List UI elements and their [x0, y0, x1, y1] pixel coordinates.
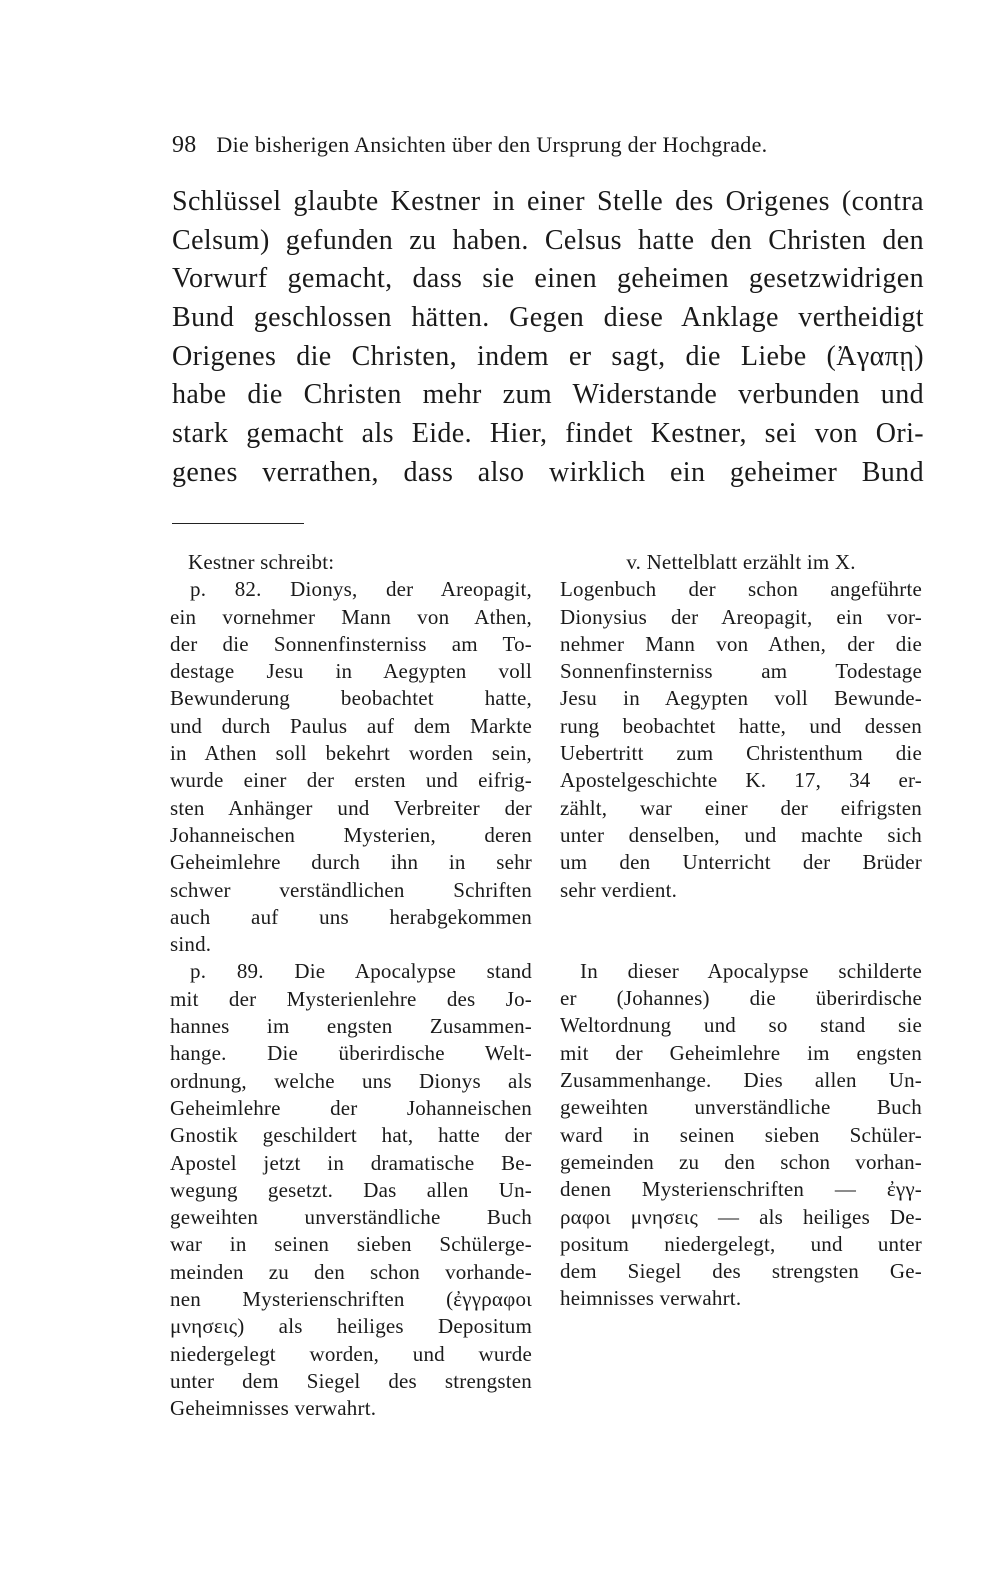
footnote-line: niedergelegt worden, und wurde: [170, 1341, 532, 1366]
footnote-line: dem Siegel des strengsten Ge-: [560, 1259, 922, 1284]
footnote-line: v. Nettelblatt erzählt im X.: [626, 550, 856, 574]
main-text-line: genes verrathen, dass also wirklich ein geheimer Bund: [172, 456, 924, 488]
footnote-line: rung beobachtet hatte, und dessen: [560, 713, 922, 738]
footnote-line: nen Mysterienschriften (ἐγγραφοι: [170, 1287, 532, 1312]
footnote-line: er (Johannes) die überirdische: [560, 986, 922, 1011]
footnote-line: Kestner schreibt:: [188, 550, 335, 574]
footnote-line: meinden zu den schon vorhande-: [170, 1259, 532, 1284]
footnote-line: sten Anhänger und Verbreiter der: [170, 795, 532, 820]
main-text-line: Celsum) gefunden zu haben. Celsus hatte den Christen den: [172, 224, 924, 256]
footnote-line: positum niedergelegt, und unter: [560, 1231, 922, 1256]
footnote-line: auch auf uns herabgekommen: [170, 904, 532, 929]
footnote-line: sind.: [170, 932, 212, 957]
main-text-line: stark gemacht als Eide. Hier, findet Kestner, sei von Ori-: [172, 418, 924, 450]
footnote-line: Gnostik geschildert hat, hatte der: [170, 1123, 532, 1148]
footnote-line: Jesu in Aegypten voll Bewunde-: [560, 686, 922, 711]
footnote-line: hange. Die überirdische Welt-: [170, 1041, 532, 1066]
running-head: [172, 132, 932, 159]
footnote-line: Apostel jetzt in dramatische Be-: [170, 1150, 532, 1175]
footnote-line: ραφοι μνησεις — als heiliges De-: [560, 1204, 922, 1229]
main-text: [172, 183, 924, 493]
footnote-line: nehmer Mann von Athen, der die: [560, 631, 922, 656]
footnote-line: geweihten unverständliche Buch: [170, 1205, 532, 1230]
footnote-line: Uebertritt zum Christenthum die: [560, 741, 922, 766]
main-text-line: habe die Christen mehr zum Widerstande verbunden und: [172, 379, 924, 411]
footnote-line: Johanneischen Mysterien, deren: [170, 822, 532, 847]
footnote-line: wegung gesetzt. Das allen Un-: [170, 1177, 532, 1202]
footnote-column-right: [560, 549, 922, 1313]
footnote-line: in Athen soll bekehrt worden sein,: [170, 741, 532, 766]
main-text-line: Schlüssel glaubte Kestner in einer Stelle des Origenes (contra: [172, 186, 924, 217]
footnote-line: ward in seinen sieben Schüler-: [560, 1122, 922, 1147]
footnote-line: p. 89. Die Apocalypse stand: [190, 959, 532, 984]
footnote-line: mit der Mysterienlehre des Jo-: [170, 986, 532, 1011]
footnote-line: Weltordnung und so stand sie: [560, 1013, 922, 1038]
footnote-line: der die Sonnenfinsterniss am To-: [170, 631, 532, 656]
footnote-line: μνησεις) als heiliges Depositum: [170, 1314, 532, 1339]
footnote-line: unter dem Siegel des strengsten: [170, 1368, 532, 1393]
footnote-line: Sonnenfinsterniss am Todestage: [560, 659, 922, 684]
footnote-line: ein vornehmer Mann von Athen,: [170, 604, 532, 629]
footnote-line: geweihten unverständliche Buch: [560, 1095, 922, 1120]
footnote-column-left: [170, 549, 532, 1423]
footnote-line: Bewunderung beobachtet hatte,: [170, 686, 532, 711]
main-text-line: Vorwurf gemacht, dass sie einen geheimen gesetzwidrigen: [172, 263, 924, 295]
footnote-line: p. 82. Dionys, der Areopagit,: [190, 577, 532, 602]
footnote-line: hannes im engsten Zusammen-: [170, 1014, 532, 1039]
footnote-line: Geheimlehre durch ihn in sehr: [170, 850, 532, 875]
footnote-line: Dionysius der Areopagit, ein vor-: [560, 604, 922, 629]
column-gap: [560, 904, 922, 958]
footnote-line: schwer verständlichen Schriften: [170, 877, 532, 902]
footnote-line: sehr verdient.: [560, 877, 678, 902]
main-text-line: Origenes die Christen, indem er sagt, die Liebe (Ἀγαπῃ): [172, 340, 924, 372]
footnote-line: Zusammenhange. Dies allen Un-: [560, 1068, 922, 1093]
running-head-title: Die bisherigen Ansichten über den Ursprung der Hochgrade.: [216, 132, 768, 157]
footnote-line: um den Unterricht der Brüder: [560, 850, 922, 875]
footnote-line: Geheimlehre der Johanneischen: [170, 1095, 532, 1120]
footnote-line: denen Mysterienschriften — ἐγγ-: [560, 1177, 922, 1202]
footnote-rule: [172, 523, 304, 524]
footnote-line: destage Jesu in Aegypten voll: [170, 659, 532, 684]
footnote-line: zählt, war einer der eifrigsten: [560, 795, 922, 820]
footnote-line: In dieser Apocalypse schilderte: [580, 958, 922, 983]
footnote-line: wurde einer der ersten und eifrig-: [170, 768, 532, 793]
footnote-line: ordnung, welche uns Dionys als: [170, 1068, 532, 1093]
footnote-line: heimnisses verwahrt.: [560, 1286, 742, 1311]
footnote-line: war in seinen sieben Schülerge-: [170, 1232, 532, 1257]
footnote-line: mit der Geheimlehre im engsten: [560, 1040, 922, 1065]
footnote-line: Logenbuch der schon angeführte: [560, 577, 922, 602]
footnote-line: unter denselben, und machte sich: [560, 822, 922, 847]
footnote-line: gemeinden zu den schon vorhan-: [560, 1149, 922, 1174]
main-text-line: Bund geschlossen hätten. Gegen diese Anklage vertheidigt: [172, 302, 924, 334]
footnote-line: Apostelgeschichte K. 17, 34 er-: [560, 768, 922, 793]
footnote-line: Geheimnisses verwahrt.: [170, 1396, 377, 1421]
footnote-line: und durch Paulus auf dem Markte: [170, 713, 532, 738]
page-number: 98: [172, 132, 197, 158]
